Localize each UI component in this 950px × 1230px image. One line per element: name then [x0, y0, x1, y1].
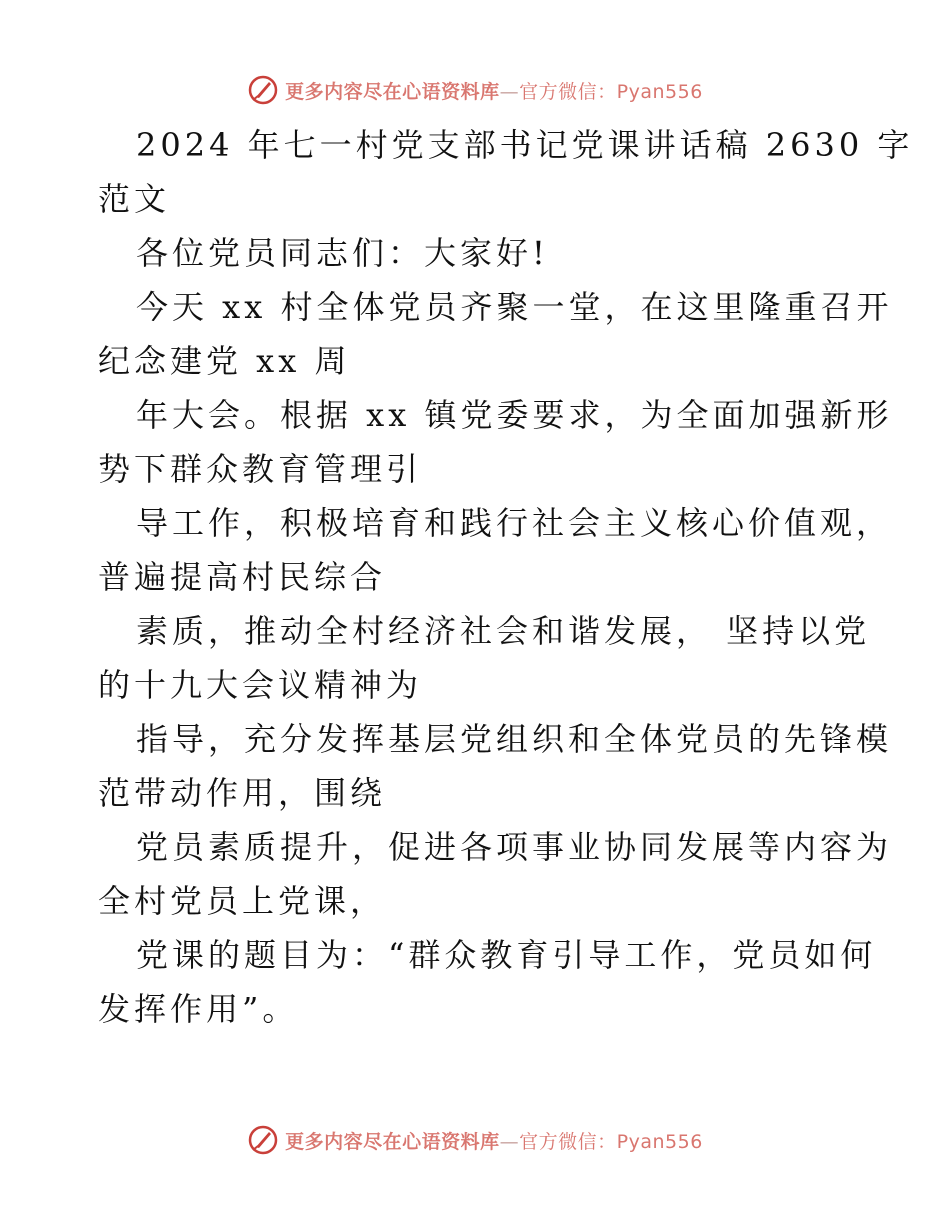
paragraph-line: 今天 xx 村全体党员齐聚一堂，在这里隆重召开	[136, 288, 893, 326]
quill-logo-icon	[247, 74, 279, 106]
header-watermark	[0, 70, 950, 110]
paragraph-line: 素质，推动全村经济社会和谐发展， 坚持以党	[136, 612, 871, 650]
paragraph-line: 全村党员上党课，	[98, 882, 387, 920]
watermark-main-text: 更多内容尽在心语资料库	[285, 1130, 500, 1153]
watermark-contact-text: 官方微信：Pyan556	[519, 80, 703, 103]
paragraph-line: 导工作，积极培育和践行社会主义核心价值观，	[136, 504, 893, 542]
document-title-line: 2024 年七一村党支部书记党课讲话稿 2630 字	[136, 126, 914, 164]
paragraph-line: 范文	[98, 180, 171, 218]
paragraph-line: 党员素质提升，促进各项事业协同发展等内容为	[136, 828, 893, 866]
watermark-contact-text: 官方微信：Pyan556	[519, 1130, 703, 1153]
paragraph-line: 普遍提高村民综合	[98, 558, 387, 596]
watermark-main-text: 更多内容尽在心语资料库	[285, 80, 500, 103]
paragraph-line: 范带动作用，围绕	[98, 774, 387, 812]
paragraph-line: 发挥作用”。	[98, 990, 299, 1028]
footer-watermark	[0, 1120, 950, 1160]
paragraph-line: 年大会。根据 xx 镇党委要求，为全面加强新形	[136, 396, 893, 434]
paragraph-line: 指导，充分发挥基层党组织和全体党员的先锋模	[136, 720, 893, 758]
watermark-separator: —	[499, 80, 520, 103]
paragraph-line: 各位党员同志们：大家好!	[136, 234, 549, 272]
paragraph-line: 势下群众教育管理引	[98, 450, 423, 488]
paragraph-line: 纪念建党 xx 周	[98, 342, 351, 380]
paragraph-line: 的十九大会议精神为	[98, 666, 423, 704]
paragraph-line: 党课的题目为：“群众教育引导工作，党员如何	[136, 936, 877, 974]
watermark-separator: —	[499, 1130, 520, 1153]
document-body	[98, 118, 914, 1036]
quill-logo-icon	[247, 1124, 279, 1156]
